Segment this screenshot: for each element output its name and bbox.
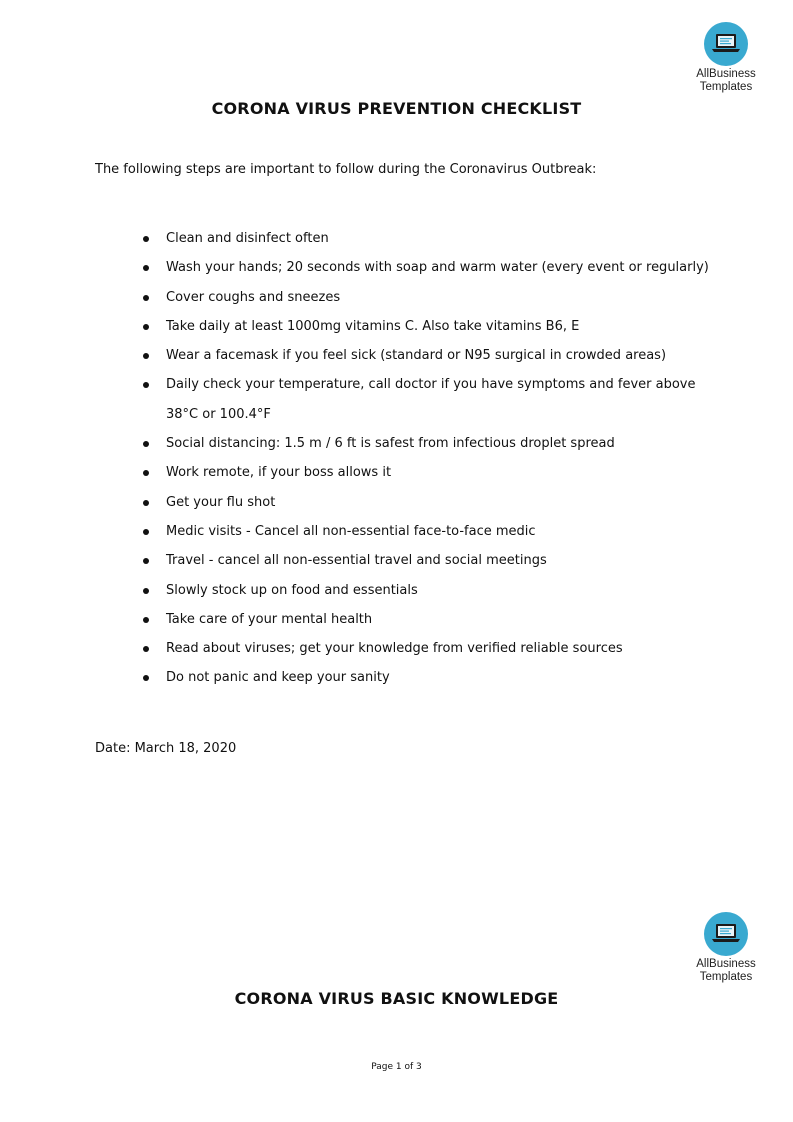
bullet-icon [143,295,149,301]
list-item: Social distancing: 1.5 m / 6 ft is safest from infectious droplet spread [143,429,723,458]
document-date: Date: March 18, 2020 [95,741,237,756]
list-item: Clean and disinfect often [143,224,723,253]
list-item: Take care of your mental health [143,605,723,634]
logo-line1: AllBusiness [696,68,756,80]
bullet-icon [143,675,149,681]
list-item: Read about viruses; get your knowledge from verified reliable sources [143,634,723,663]
logo-line2: Templates [699,971,753,983]
laptop-icon [704,912,748,956]
list-item: Daily check your temperature, call doctor if you have symptoms and fever above 38°C or 100.4°F [143,370,723,429]
bullet-icon [143,529,149,535]
page-title: CORONA VIRUS PREVENTION CHECKLIST [211,99,582,118]
list-item: Take daily at least 1000mg vitamins C. Also take vitamins B6, E [143,312,723,341]
bullet-icon [143,236,149,242]
list-item: Work remote, if your boss allows it [143,458,723,487]
logo-line2: Templates [699,81,753,93]
bullet-icon [143,382,149,388]
intro-text: The following steps are important to follow during the Coronavirus Outbreak: [95,162,597,177]
list-item: Wear a facemask if you feel sick (standard or N95 surgical in crowded areas) [143,341,723,370]
list-item: Get your flu shot [143,488,723,517]
prevention-checklist [143,224,723,693]
bullet-icon [143,441,149,447]
list-item: Wash your hands; 20 seconds with soap and warm water (every event or regularly) [143,253,723,282]
bullet-icon [143,470,149,476]
bullet-icon [143,353,149,359]
bullet-icon [143,324,149,330]
page-number: Page 1 of 3 [371,1062,422,1072]
bullet-icon [143,558,149,564]
bullet-icon [143,265,149,271]
list-item: Travel - cancel all non-essential travel and social meetings [143,546,723,575]
laptop-icon [704,22,748,66]
bullet-icon [143,617,149,623]
logo-line1: AllBusiness [696,958,756,970]
list-item: Cover coughs and sneezes [143,283,723,312]
list-item: Medic visits - Cancel all non-essential face-to-face medic [143,517,723,546]
list-item: Slowly stock up on food and essentials [143,576,723,605]
allbusiness-logo [689,22,763,94]
section-title: CORONA VIRUS BASIC KNOWLEDGE [234,989,559,1008]
list-item: Do not panic and keep your sanity [143,663,723,692]
allbusiness-logo [689,912,763,984]
bullet-icon [143,646,149,652]
bullet-icon [143,588,149,594]
bullet-icon [143,500,149,506]
logo-text [689,958,763,984]
logo-text [689,68,763,94]
